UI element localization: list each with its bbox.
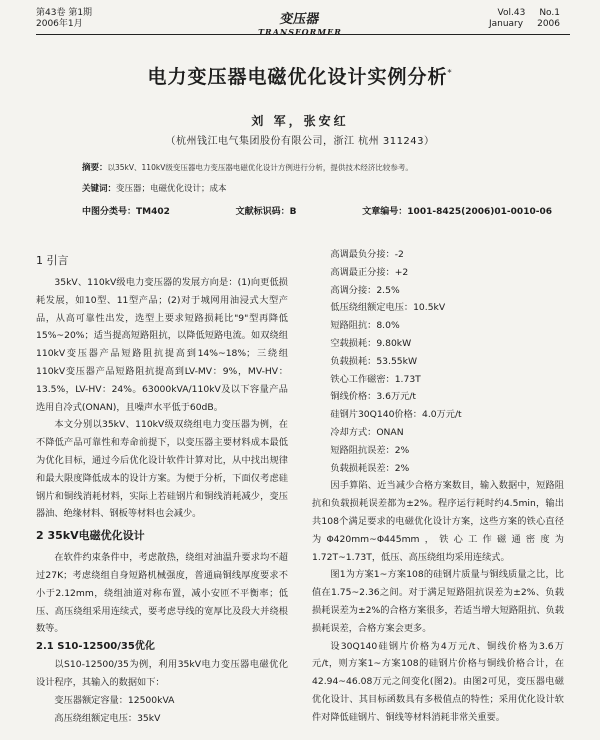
journal-name-en: TRANSFORMER xyxy=(258,27,342,37)
param-line: 负载损耗：53.55kW xyxy=(330,355,418,367)
subsection-2-1-paragraph: 以S10-12500/35为例，利用35kV电力变压器电磁优化设计程序，其输入的数据如下： xyxy=(36,659,288,688)
clc-number: 中图分类号：TM402 xyxy=(82,207,170,217)
month-en: January xyxy=(488,19,524,29)
section-1-paragraph-1: 35kV、110kV级电力变压器的发展方向是：(1)向更低损耗发展，如10型、11型产品；(2)对于城网用油浸式大型产品，从高可靠性出发，选型上要求短路损耗比"9"型再降低15%~20%；适当提高短路阻抗，以降低短路电流。如双绕组110kV变压器产品短路阻抗提高到14%~18%；三绕组110kV变压器产品短路阻抗提高到LV-MV：9%，MV-HV：13.5%，LV-HV：24%。63000kVA/110kV及以下容量产品选用自冷式(ONAN)，且噪声水平低于60dB。 xyxy=(36,277,288,413)
keywords-text: 变压器；电磁优化设计；成本 xyxy=(116,184,227,194)
param-line: 高调分接：2.5% xyxy=(330,284,400,296)
param-line: 硅钢片30Q140价格：4.0万元/t xyxy=(330,409,462,421)
volume-en: Vol.43 xyxy=(497,8,526,18)
section-2-heading: 2 35kV电磁优化设计 xyxy=(36,529,145,543)
param-line: 铜线价格：3.6万元/t xyxy=(330,391,417,403)
author-affiliation: （杭州钱江电气集团股份有限公司，浙江 杭州 311243） xyxy=(165,136,435,147)
article-number: 文章编号：1001-8425(2006)01-0010-06 xyxy=(362,207,552,217)
left-column xyxy=(36,248,288,727)
right-paragraph-2: 图1为方案1~方案108的硅钢片质量与铜线质量之比，比值在1.75~2.36之间。对于满足短路阻抗误差为±2%、负载损耗误差为±2%的合格方案很多，若适当增大短路阻抗、负载损耗误差，合格方案会更多。 xyxy=(312,569,564,634)
year-en: 2006 xyxy=(537,19,560,29)
abstract-label: 摘要： xyxy=(82,163,108,173)
volume-issue-zh: 第43卷 第1期 xyxy=(36,8,93,18)
journal-name-zh: 变压器 xyxy=(279,12,321,27)
param-line: 空载损耗：9.80kW xyxy=(330,337,412,349)
date-zh: 2006年1月 xyxy=(36,19,83,29)
paper-authors: 刘 军，张安红 xyxy=(251,114,349,128)
section-1-heading: 1 引言 xyxy=(36,254,69,267)
right-paragraph-1: 因手算陷、近当减少合格方案数目，输入数据中，短路阻抗和负载损耗误差都为±2%。程序运行耗时约4.5min，输出共108个满足要求的电磁优化设计方案，这些方案的铁心直径为Φ420mm~Φ445mm，铁心工作磁通密度为1.72T~1.73T，低压、高压绕组均采用连续式。 xyxy=(312,480,564,563)
classification-line xyxy=(82,204,552,217)
param-line: 铁心工作磁密：1.73T xyxy=(330,373,421,385)
right-column xyxy=(312,246,564,727)
param-line: 负载损耗误差：2% xyxy=(330,462,410,474)
section-2-paragraph-1: 在软件约束条件中，考虑散热，绕组对油温升要求均不超过27K；考虑绕组自身短路机械强度，普通扁铜线厚度要求不小于2.12mm，绕组油道对称布置，减小安匝不平衡率；低压、高压绕组采用连续式，要考虑导线的宽厚比及段大并绕根数等。 xyxy=(36,552,288,635)
header-rule xyxy=(36,34,570,35)
input-rated-capacity: 变压器额定容量：12500kVA xyxy=(54,694,175,706)
abstract-text: 以35kV、110kV级变压器电力变压器电磁优化设计方例进行分析，提供技术经济比较参考。 xyxy=(107,163,413,172)
input-hv-voltage: 高压绕组额定电压：35kV xyxy=(54,712,161,724)
param-line: 高调最正分接：+2 xyxy=(330,266,409,278)
title-footnote-mark: * xyxy=(447,68,453,78)
issue-en: No.1 xyxy=(539,8,560,18)
keywords-label: 关键词： xyxy=(82,184,117,194)
param-line: 短路阻抗：8.0% xyxy=(330,320,400,332)
paper-title: 电力变压器电磁优化设计实例分析* xyxy=(147,66,453,88)
param-line: 短路阻抗误差：2% xyxy=(330,444,410,456)
param-line: 低压绕组额定电压：10.5kV xyxy=(330,302,446,314)
param-line: 高调最负分接：-2 xyxy=(330,249,404,260)
param-line: 冷却方式：ONAN xyxy=(330,426,404,438)
keywords xyxy=(82,183,227,195)
subsection-2-1-heading: 2.1 S10-12500/35优化 xyxy=(36,641,155,653)
abstract xyxy=(82,162,413,174)
document-code: 文献标识码：B xyxy=(235,207,297,217)
running-header-right xyxy=(489,8,560,30)
right-paragraph-3: 设30Q140硅钢片价格为4万元/t、铜线价格为3.6万元/t，则方案1~方案108的硅钢片价格与铜线价格合计，在42.94~46.08万元之间变化(图2)。由图2可见，变压器电磁优化设计、其目标函数具有多极值点的特性；采用优化设计软件对降低硅钢片、铜线等材料消耗非常关重要。 xyxy=(312,640,564,723)
section-1-paragraph-2: 本文分别以35kV、110kV级双绕组电力变压器为例，在不降低产品可靠性和寿命前提下，以变压器主要材料成本最低为优化目标，通过今后优化设计软件计算对比，从中找出规律和最大限度降低成本的设计方案。为便于分析，下面仅考虑硅钢片和铜线消耗材料，实际上若硅钢片和铜线消耗减少，变压器油、绝缘材料、钢板等材料也会减少。 xyxy=(36,419,288,520)
